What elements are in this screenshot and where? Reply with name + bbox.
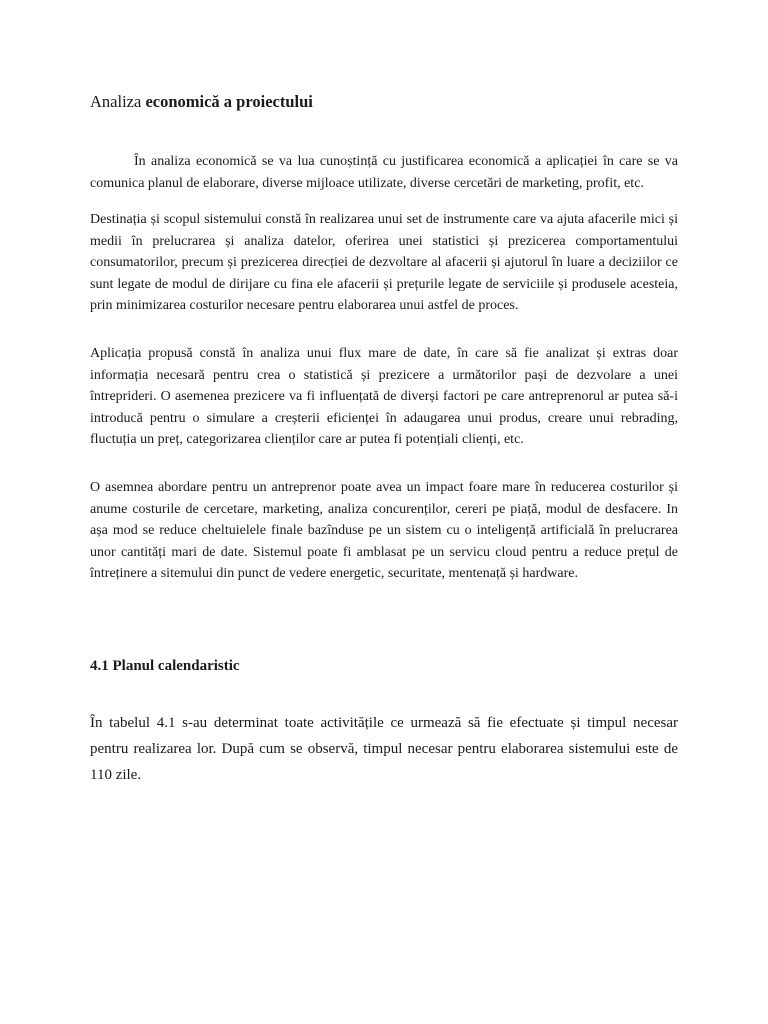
- page-title: [90, 92, 313, 112]
- paragraph-intro: În analiza economică se va lua cunoștință cu justificarea economică a aplicației în care se va comunica planul de elaborare, diverse mijloace utilizate, diverse cercetări de marketing, profit, etc.: [90, 154, 678, 191]
- section-heading: 4.1 Planul calendaristic: [90, 658, 240, 674]
- title-bold-part: economică a proiectului: [145, 92, 313, 111]
- title-normal-part: Analiza: [90, 92, 146, 111]
- paragraph-schedule: În tabelul 4.1 s-au determinat toate activitățile ce urmează să fie efectuate și timpul necesar pentru realizarea lor. După cum se observă, timpul necesar pentru elaborarea sistemului este de 110 zile.: [90, 715, 678, 783]
- paragraph-impact: O asemnea abordare pentru un antreprenor poate avea un impact foare mare în reducerea costurilor și anume costurile de cercetare, marketing, analiza concurenților, cereri pe piață, modul de desfacere. In așa mod se reduce cheltuielele finale bazînduse pe un sistem cu o inteligență artificială în prelucrarea unor cantități mari de date. Sistemul poate fi amblasat pe un servicu cloud pentru a reduce prețul de întreținere a sitemului din punct de vedere energetic, securitate, mentenață și hardware.: [90, 480, 678, 581]
- paragraph-application: Aplicația propusă constă în analiza unui flux mare de date, în care să fie analizat și extras doar informația necesară pentru crea o statistică și prezicere a următorilor pași de dezvolare a unei întreprideri. O asemenea prezicere va fi influențată de diverși factori pe care antreprenorul ar putea să-i introducă pentru o simulare a creșterii eficienței în adaugarea unui produs, creare unui rebrading, fluctuția un preț, categorizarea clienților care ar putea fi potențiali clienți, etc.: [90, 346, 678, 447]
- paragraph-purpose: Destinația și scopul sistemului constă în realizarea unui set de instrumente care va ajuta afacerile mici și medii în prelucrarea și analiza datelor, oferirea unei statistici și prezicerea comportamentului consumatorilor, precum și prezicerea direcției de dezvoltare al afacerii și ajutorul în luare a deciziilor ce sunt legate de modul de dirijare cu fina ele afacerii și prețurile legate de serviciile și produsele acesteia, prin minimizarea costurilor necesare pentru elaborarea unui astfel de proces.: [90, 212, 678, 313]
